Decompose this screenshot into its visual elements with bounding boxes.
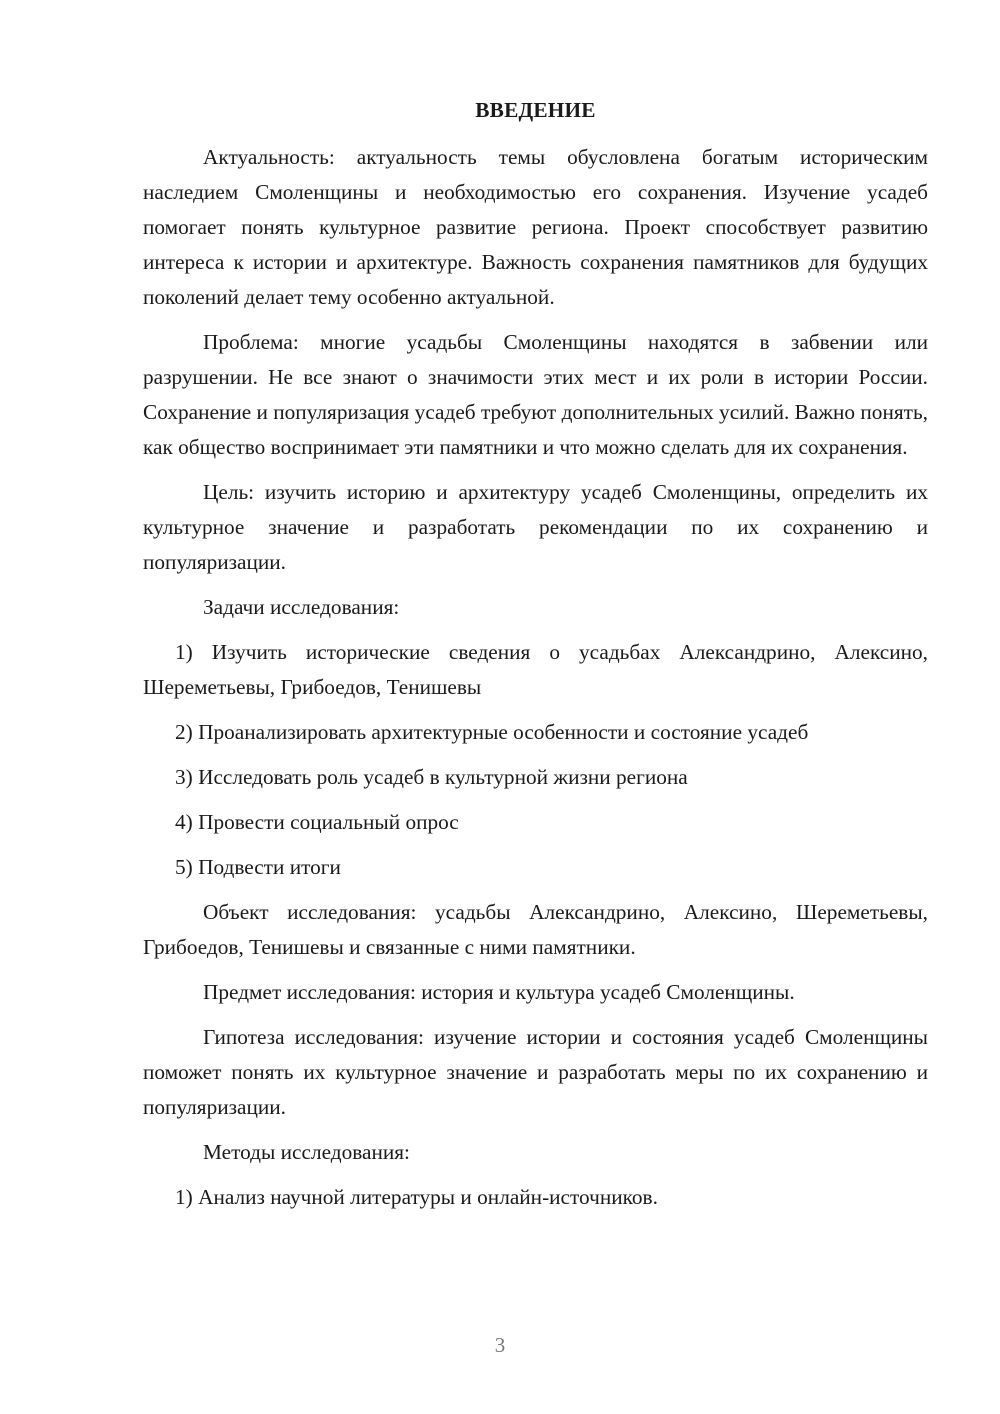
relevance-paragraph: Актуальность: актуальность темы обусловлена богатым историческим наследием Смоленщины и необходимостью его сохранения. Изучение усадеб помогает понять культурное развитие региона. Проект способствует развитию интереса к истории и архитектуре. Важность сохранения памятников для будущих поколений делает тему особенно актуальной. bbox=[143, 145, 928, 309]
section-title: ВВЕДЕНИЕ bbox=[475, 98, 596, 122]
object-paragraph: Объект исследования: усадьбы Александрино, Алексино, Шереметьевы, Грибоедов, Тенишевы и связанные с ними памятники. bbox=[143, 900, 928, 959]
tasks-heading: Задачи исследования: bbox=[203, 595, 400, 619]
page-number: 3 bbox=[494, 1333, 506, 1357]
hypothesis-paragraph: Гипотеза исследования: изучение истории и состояния усадеб Смоленщины поможет понять их культурное значение и разработать меры по их сохранению и популяризации. bbox=[143, 1025, 928, 1119]
problem-paragraph: Проблема: многие усадьбы Смоленщины находятся в забвении или разрушении. Не все знают о значимости этих мест и их роли в истории России. Сохранение и популяризация усадеб требуют дополнительных усилий. Важно понять, как общество воспринимает эти памятники и что можно сделать для их сохранения. bbox=[143, 330, 928, 459]
document-page bbox=[143, 95, 928, 1225]
task-item: 1) Изучить исторические сведения о усадьбах Александрино, Алексино, Шереметьевы, Грибоедов, Тенишевы bbox=[143, 640, 928, 699]
subject-paragraph: Предмет исследования: история и культура усадеб Смоленщины. bbox=[203, 980, 795, 1004]
task-item: 4) Провести социальный опрос bbox=[175, 810, 459, 834]
method-item: 1) Анализ научной литературы и онлайн-источников. bbox=[175, 1185, 658, 1209]
goal-paragraph: Цель: изучить историю и архитектуру усадеб Смоленщины, определить их культурное значение и разработать рекомендации по их сохранению и популяризации. bbox=[143, 480, 928, 574]
task-item: 5) Подвести итоги bbox=[175, 855, 341, 879]
task-item: 2) Проанализировать архитектурные особенности и состояние усадеб bbox=[175, 720, 809, 744]
methods-heading: Методы исследования: bbox=[203, 1140, 410, 1164]
task-item: 3) Исследовать роль усадеб в культурной жизни региона bbox=[175, 765, 688, 789]
